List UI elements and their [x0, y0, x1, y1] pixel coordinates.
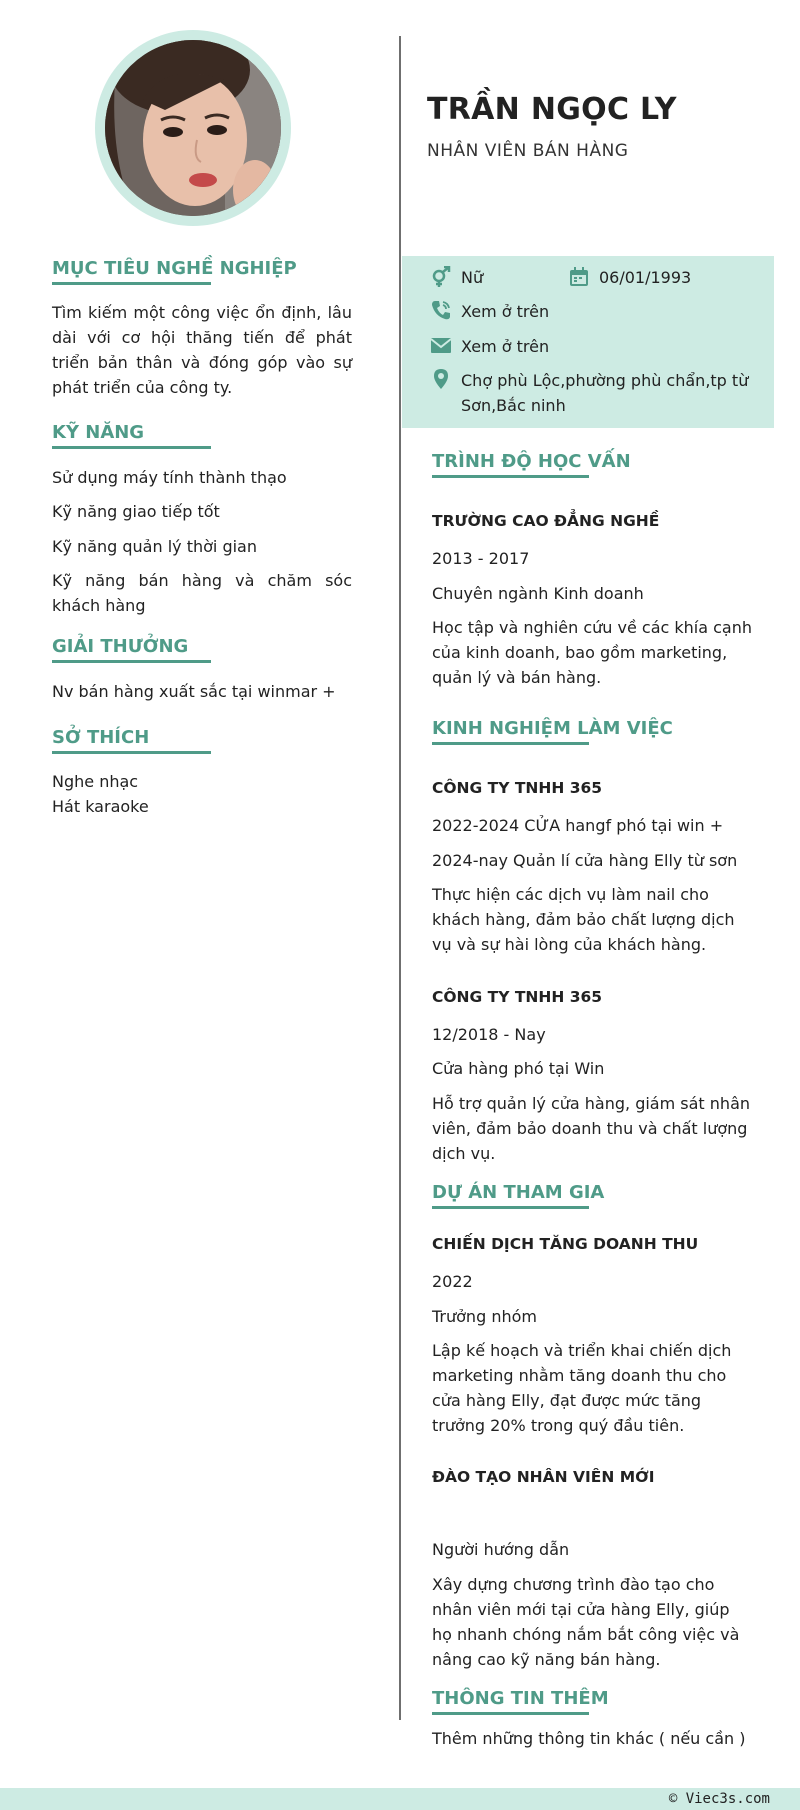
- gender-icon: [430, 266, 452, 288]
- skill-item: Kỹ năng quản lý thời gian: [52, 537, 257, 556]
- job-line: Cửa hàng phó tại Win: [432, 1059, 605, 1078]
- location-icon: [430, 368, 452, 390]
- job-desc: Hỗ trợ quản lý cửa hàng, giám sát nhân viên, đảm bảo doanh thu và chất lượng dịch vụ.: [432, 1094, 751, 1163]
- job-line: 2024-nay Quản lí cửa hàng Elly từ sơn: [432, 851, 738, 870]
- hobbies-underline: [52, 751, 211, 754]
- phone-icon: [430, 299, 452, 321]
- education-years: 2013 - 2017: [432, 549, 530, 568]
- job-desc: Thực hiện các dịch vụ làm nail cho khách hàng, đảm bảo chất lượng dịch vụ và sự hài lòng của khách hàng.: [432, 885, 735, 954]
- award-item: Nv bán hàng xuất sắc tại winmar +: [52, 682, 336, 701]
- objective-title: MỤC TIÊU NGHỀ NGHIỆP: [52, 258, 297, 279]
- dob-value: 06/01/1993: [599, 268, 692, 287]
- job-line: 12/2018 - Nay: [432, 1025, 546, 1044]
- projects-underline: [432, 1206, 589, 1209]
- project-role: Người hướng dẫn: [432, 1540, 570, 1559]
- hobby-item: Nghe nhạc: [52, 772, 139, 791]
- objective-text: Tìm kiếm một công việc ổn định, lâu dài với cơ hội thăng tiến để phát triển bản thân và đóng góp vào sự phát triển của công ty.: [52, 303, 352, 397]
- education-title: TRÌNH ĐỘ HỌC VẤN: [432, 451, 631, 472]
- hobbies-title: SỞ THÍCH: [52, 727, 150, 748]
- skill-item: Kỹ năng bán hàng và chăm sóc khách hàng: [52, 571, 352, 615]
- job-company: CÔNG TY TNHH 365: [432, 779, 603, 797]
- job-line: 2022-2024 CỬA hangf phó tại win +: [432, 816, 724, 835]
- extra-underline: [432, 1712, 589, 1715]
- experience-underline: [432, 742, 589, 745]
- project-role: Trưởng nhóm: [432, 1307, 537, 1326]
- project-desc: Xây dựng chương trình đào tạo cho nhân viên mới tại cửa hàng Elly, giúp họ nhanh chóng nắm bắt công việc và nâng cao kỹ năng bán hàng.: [432, 1575, 740, 1669]
- school-name: TRƯỜNG CAO ĐẲNG NGHỀ: [432, 512, 660, 530]
- candidate-name: TRẦN NGỌC LY: [427, 92, 677, 127]
- job-company: CÔNG TY TNHH 365: [432, 988, 603, 1006]
- column-divider: [399, 36, 401, 1720]
- experience-title: KINH NGHIỆM LÀM VIỆC: [432, 718, 673, 739]
- calendar-icon: [568, 266, 590, 288]
- awards-underline: [52, 660, 211, 663]
- awards-title: GIẢI THƯỞNG: [52, 636, 189, 657]
- gender-value: Nữ: [461, 268, 484, 287]
- project-year: 2022: [432, 1272, 473, 1291]
- avatar: [105, 40, 281, 216]
- skill-item: Kỹ năng giao tiếp tốt: [52, 502, 220, 521]
- extra-text: Thêm những thông tin khác ( nếu cần ): [432, 1729, 746, 1748]
- hobby-item: Hát karaoke: [52, 797, 149, 816]
- extra-title: THÔNG TIN THÊM: [432, 1688, 609, 1709]
- email-value: Xem ở trên: [461, 337, 550, 356]
- project-desc: Lập kế hoạch và triển khai chiến dịch marketing nhằm tăng doanh thu cho cửa hàng Elly, đạt được mức tăng trưởng 20% trong quý đầu tiên.: [432, 1341, 732, 1435]
- project-name: CHIẾN DỊCH TĂNG DOANH THU: [432, 1235, 699, 1253]
- skills-title: KỸ NĂNG: [52, 422, 145, 443]
- skills-underline: [52, 446, 211, 449]
- footer-watermark: © Viec3s.com: [668, 1791, 770, 1807]
- projects-title: DỰ ÁN THAM GIA: [432, 1182, 605, 1203]
- project-name: ĐÀO TẠO NHÂN VIÊN MỚI: [432, 1468, 655, 1486]
- education-desc: Học tập và nghiên cứu về các khía cạnh của kinh doanh, bao gồm marketing, quản lý và bán hàng.: [432, 618, 753, 687]
- phone-value: Xem ở trên: [461, 302, 550, 321]
- avatar-photo: [105, 40, 281, 216]
- skill-item: Sử dụng máy tính thành thạo: [52, 468, 287, 487]
- address-value: Chợ phù Lộc,phường phù chẩn,tp từ Sơn,Bắc ninh: [461, 371, 749, 415]
- objective-underline: [52, 282, 211, 285]
- candidate-title: NHÂN VIÊN BÁN HÀNG: [427, 141, 629, 161]
- email-icon: [430, 334, 452, 356]
- education-major: Chuyên ngành Kinh doanh: [432, 584, 644, 603]
- education-underline: [432, 475, 589, 478]
